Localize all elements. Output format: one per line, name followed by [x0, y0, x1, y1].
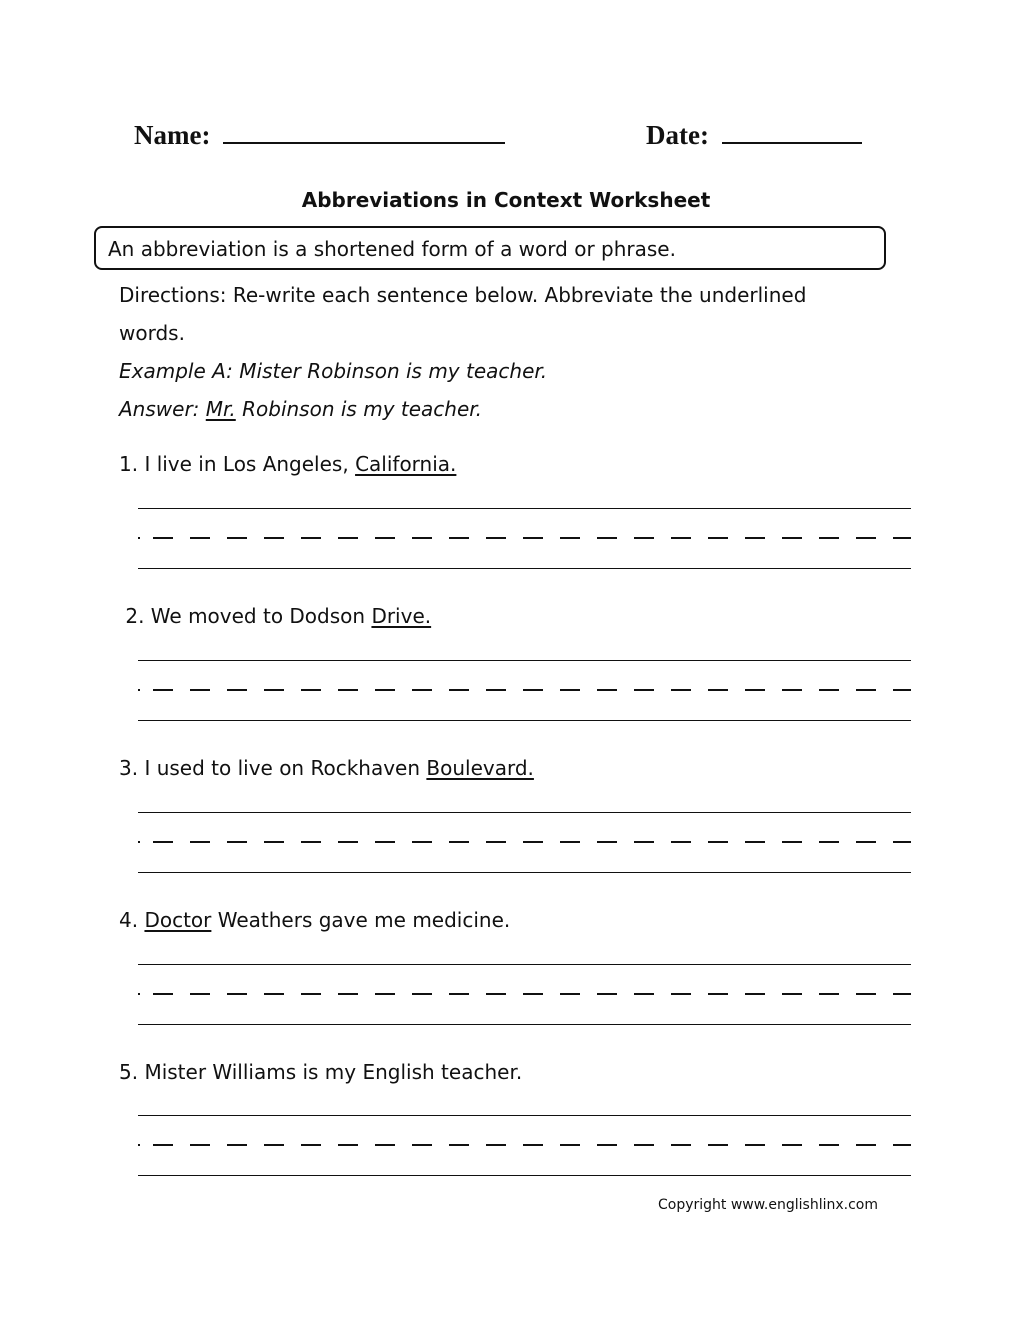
answer-1-top-line[interactable] [138, 508, 911, 509]
example-answer-prefix: Answer: [119, 397, 206, 421]
answer-2-dashed-midline[interactable] [138, 689, 911, 691]
name-field[interactable] [134, 120, 505, 151]
answer-5-base-line[interactable] [138, 1175, 911, 1176]
example-question: Example A: Mister Robinson is my teacher. [119, 359, 548, 383]
definition-box [94, 226, 886, 270]
example-answer [119, 397, 482, 421]
question-2-text: 2. We moved to Dodson [119, 604, 372, 628]
directions-line-2: words. [119, 321, 185, 345]
question-5-text: 5. Mister Williams is my English teacher. [119, 1060, 523, 1084]
name-label: Name: [134, 120, 211, 150]
question-1-underlined: California. [355, 452, 457, 476]
date-blank-line[interactable] [722, 120, 862, 144]
question-1 [119, 452, 456, 476]
question-3-text: 3. I used to live on Rockhaven [119, 756, 427, 780]
answer-5-top-line[interactable] [138, 1115, 911, 1116]
answer-1-dashed-midline[interactable] [138, 537, 911, 539]
answer-2-top-line[interactable] [138, 660, 911, 661]
question-5 [119, 1060, 522, 1084]
answer-3-top-line[interactable] [138, 812, 911, 813]
directions-line-1: Directions: Re-write each sentence below. Abbreviate the underlined [119, 283, 807, 307]
question-3 [119, 756, 534, 780]
answer-4-base-line[interactable] [138, 1024, 911, 1025]
answer-4-dashed-midline[interactable] [138, 993, 911, 995]
example-answer-rest: Robinson is my teacher. [235, 397, 483, 421]
question-4 [119, 908, 510, 932]
name-blank-line[interactable] [223, 120, 505, 144]
example-answer-underlined: Mr. [205, 397, 236, 421]
question-2-underlined: Drive. [371, 604, 432, 628]
worksheet-title: Abbreviations in Context Worksheet [301, 188, 711, 212]
question-4-underlined: Doctor [144, 908, 212, 932]
question-3-underlined: Boulevard. [426, 756, 534, 780]
question-4-text-after: Weathers gave me medicine. [211, 908, 511, 932]
copyright-notice: Copyright www.englishlinx.com [658, 1197, 878, 1213]
answer-3-base-line[interactable] [138, 872, 911, 873]
answer-2-base-line[interactable] [138, 720, 911, 721]
question-2 [119, 604, 431, 628]
question-1-text: 1. I live in Los Angeles, [119, 452, 356, 476]
answer-4-top-line[interactable] [138, 964, 911, 965]
answer-1-base-line[interactable] [138, 568, 911, 569]
answer-3-dashed-midline[interactable] [138, 841, 911, 843]
date-field[interactable] [646, 120, 862, 151]
question-4-text: 4. [119, 908, 145, 932]
date-label: Date: [646, 120, 709, 150]
definition-text: An abbreviation is a shortened form of a word or phrase. [108, 237, 676, 261]
answer-5-dashed-midline[interactable] [138, 1144, 911, 1146]
